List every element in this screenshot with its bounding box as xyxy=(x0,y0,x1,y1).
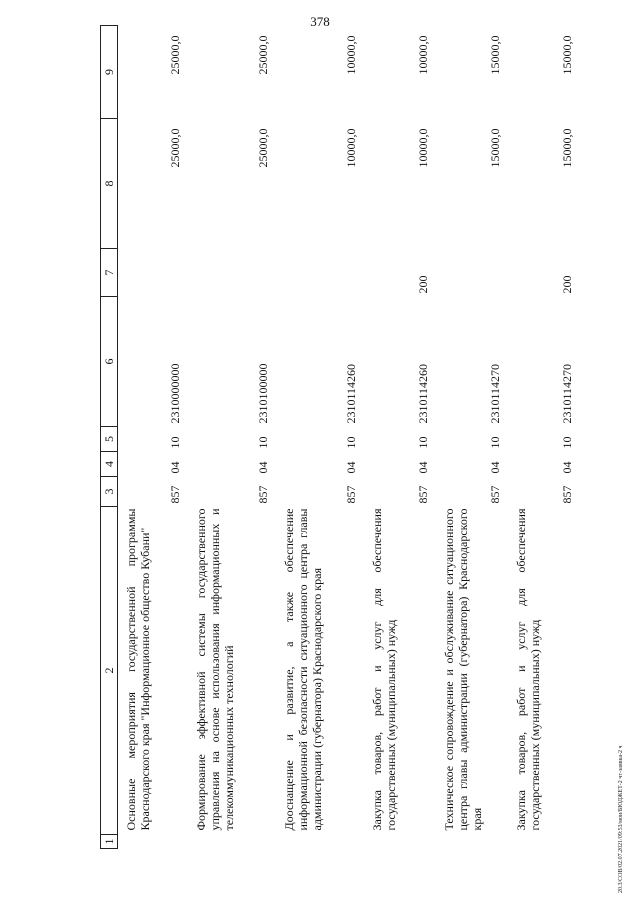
header-col-4: 4 xyxy=(101,452,118,477)
row-name: Закупка товаров, работ и услуг для обеспечения государственных (муниципальных) нужд xyxy=(369,508,398,831)
row-code-5: 10 xyxy=(559,436,574,449)
row-code-7 xyxy=(188,249,276,297)
row-code-4: 04 xyxy=(167,461,182,474)
row-amount-8: 25000,0 xyxy=(167,128,182,168)
header-col-2: 2 xyxy=(101,507,118,835)
table-row xyxy=(188,26,276,849)
row-code-6: 2310114270 xyxy=(487,363,502,424)
row-name: Формирование эффективной системы государственного управления на основе использования информационных и телекоммуникационных технологий xyxy=(193,508,236,831)
row-code-7 xyxy=(276,249,364,297)
row-code-5: 10 xyxy=(255,436,270,449)
table-row xyxy=(276,26,364,849)
table-row xyxy=(436,26,508,849)
row-amount-9: 10000,0 xyxy=(415,35,430,75)
row-amount-9: 15000,0 xyxy=(559,35,574,75)
row-code-4: 04 xyxy=(415,461,430,474)
row-code-3: 857 xyxy=(415,485,430,504)
row-code-5: 10 xyxy=(415,436,430,449)
row-name: Техническое сопровождение и обслуживание ситуационного центра главы администрации (губернатора) Краснодарского края xyxy=(441,508,484,831)
row-code-4: 04 xyxy=(559,461,574,474)
row-code-6: 2310114270 xyxy=(559,363,574,424)
row-code-7: 200 xyxy=(415,275,430,294)
row-amount-8: 15000,0 xyxy=(559,128,574,168)
row-code-4: 04 xyxy=(343,461,358,474)
table-header-row xyxy=(101,26,118,849)
row-code-6: 2310100000 xyxy=(255,363,270,424)
header-col-5: 5 xyxy=(101,427,118,452)
file-path-note: 20.3/СОВ/02.07.2021/09:53/мои/БЮДЖЕТ-2 чт-заявка-2 ч xyxy=(618,745,624,893)
row-amount-9: 25000,0 xyxy=(255,35,270,75)
row-code-4: 04 xyxy=(255,461,270,474)
row-amount-9: 25000,0 xyxy=(167,35,182,75)
row-code-6: 2310114260 xyxy=(415,363,430,424)
header-col-8: 8 xyxy=(101,119,118,249)
table-row xyxy=(118,26,188,849)
row-code-5: 10 xyxy=(343,436,358,449)
row-amount-8: 10000,0 xyxy=(415,128,430,168)
row-amount-9: 15000,0 xyxy=(487,35,502,75)
row-amount-8: 15000,0 xyxy=(487,128,502,168)
row-code-3: 857 xyxy=(167,485,182,504)
row-code-3: 857 xyxy=(255,485,270,504)
table-row xyxy=(508,26,580,849)
row-code-4: 04 xyxy=(487,461,502,474)
row-code-3: 857 xyxy=(559,485,574,504)
row-name: Основные мероприятия государственной программы Краснодарского края "Информационное общество Кубани" xyxy=(124,508,152,831)
row-amount-8: 10000,0 xyxy=(343,128,358,168)
row-code-7 xyxy=(436,249,508,297)
page-number: 378 xyxy=(310,14,330,29)
header-col-6: 6 xyxy=(101,297,118,427)
table-row xyxy=(364,26,436,849)
row-amount-8: 25000,0 xyxy=(255,128,270,168)
header-col-3: 3 xyxy=(101,477,118,507)
row-code-5: 10 xyxy=(167,436,182,449)
header-col-9: 9 xyxy=(101,26,118,119)
row-amount-9: 10000,0 xyxy=(343,35,358,75)
budget-table xyxy=(100,25,580,849)
row-code-5: 10 xyxy=(487,436,502,449)
header-col-7: 7 xyxy=(101,249,118,297)
row-code-7: 200 xyxy=(559,275,574,294)
row-code-7 xyxy=(118,249,188,297)
row-code-6: 2310114260 xyxy=(343,363,358,424)
row-code-3: 857 xyxy=(487,485,502,504)
row-code-6: 2310000000 xyxy=(167,363,182,424)
row-name: Дооснащение и развитие, а также обеспечение информационной безопасности ситуационного центра главы администрации (губернатора) Краснодарского края xyxy=(281,508,324,831)
header-col-1: 1 xyxy=(101,835,118,849)
row-name: Закупка товаров, работ и услуг для обеспечения государственных (муниципальных) нужд xyxy=(513,508,542,831)
row-code-3: 857 xyxy=(343,485,358,504)
